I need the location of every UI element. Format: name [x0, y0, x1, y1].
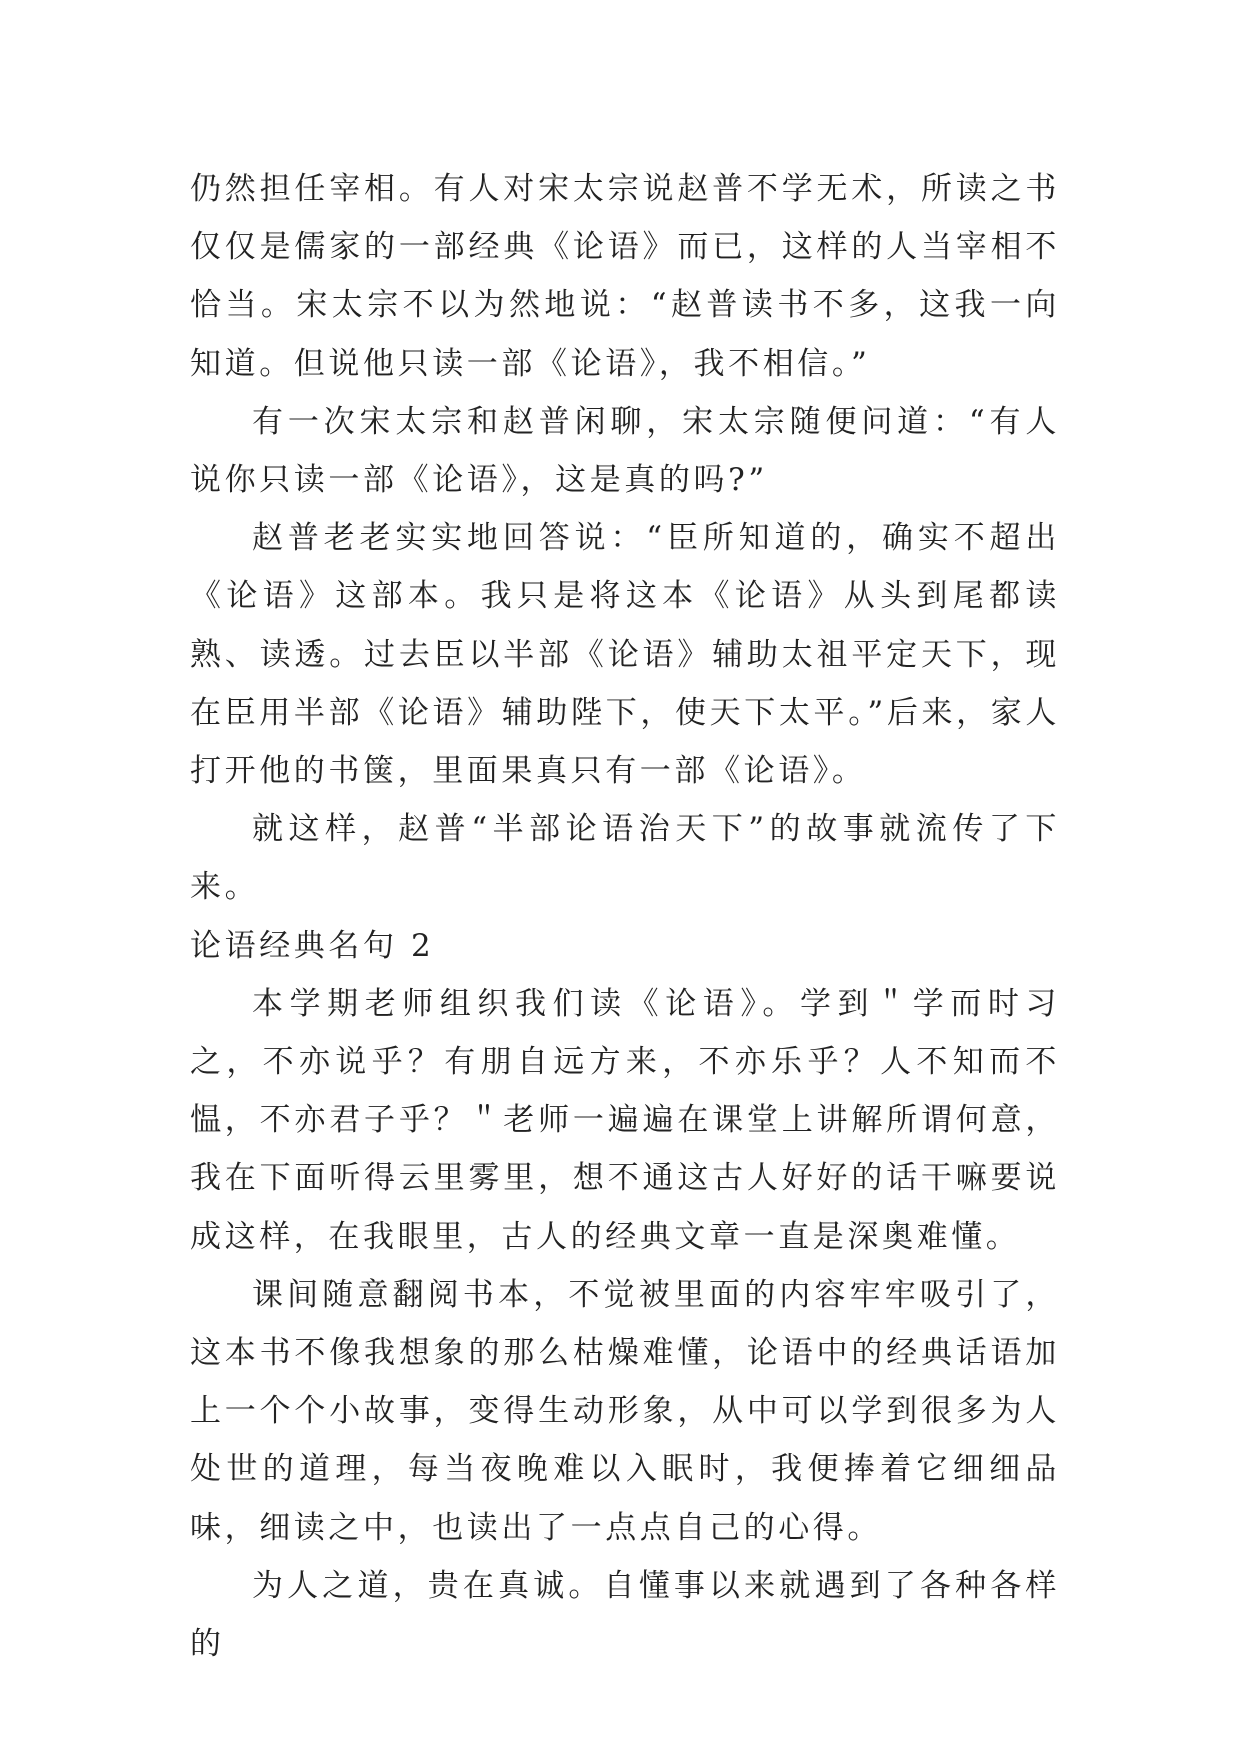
document-body — [190, 160, 1060, 1673]
paragraph-6: 课间随意翻阅书本，不觉被里面的内容牢牢吸引了，这本书不像我想象的那么枯燥难懂，论语中的经典话语加上一个个小故事，变得生动形象，从中可以学到很多为人处世的道理，每当夜晚难以入眠时，我便捧着它细细品味，细读之中，也读出了一点点自己的心得。 — [190, 1276, 1060, 1546]
paragraph-2: 有一次宋太宗和赵普闲聊，宋太宗随便问道：“有人说你只读一部《论语》，这是真的吗?” — [190, 403, 1060, 499]
paragraph-4: 就这样，赵普“半部论语治天下”的故事就流传了下来。 — [190, 811, 1060, 906]
paragraph-1: 仍然担任宰相。有人对宋太宗说赵普不学无术，所读之书仅仅是儒家的一部经典《论语》而已，这样的人当宰相不恰当。宋太宗不以为然地说：“赵普读书不多，这我一向知道。但说他只读一部《论语》，我不相信。” — [190, 171, 1060, 382]
paragraph-3: 赵普老老实实地回答说：“臣所知道的，确实不超出《论语》这部本。我只是将这本《论语》从头到尾都读熟、读透。过去臣以半部《论语》辅助太祖平定天下，现在臣用半部《论语》辅助陛下，使天下太平。”后来，家人打开他的书箧，里面果真只有一部《论语》。 — [190, 520, 1060, 790]
paragraph-7: 为人之道，贵在真诚。自懂事以来就遇到了各种各样的 — [190, 1567, 1060, 1663]
paragraph-5: 本学期老师组织我们读《论语》。学到＂学而时习之，不亦说乎？有朋自远方来，不亦乐乎？人不知而不愠，不亦君子乎？＂老师一遍遍在课堂上讲解所谓何意，我在下面听得云里雾里，想不通这古人好好的话干嘛要说成这样，在我眼里，古人的经典文章一直是深奥难懂。 — [190, 985, 1060, 1255]
section-heading: 论语经典名句 2 — [190, 927, 435, 964]
